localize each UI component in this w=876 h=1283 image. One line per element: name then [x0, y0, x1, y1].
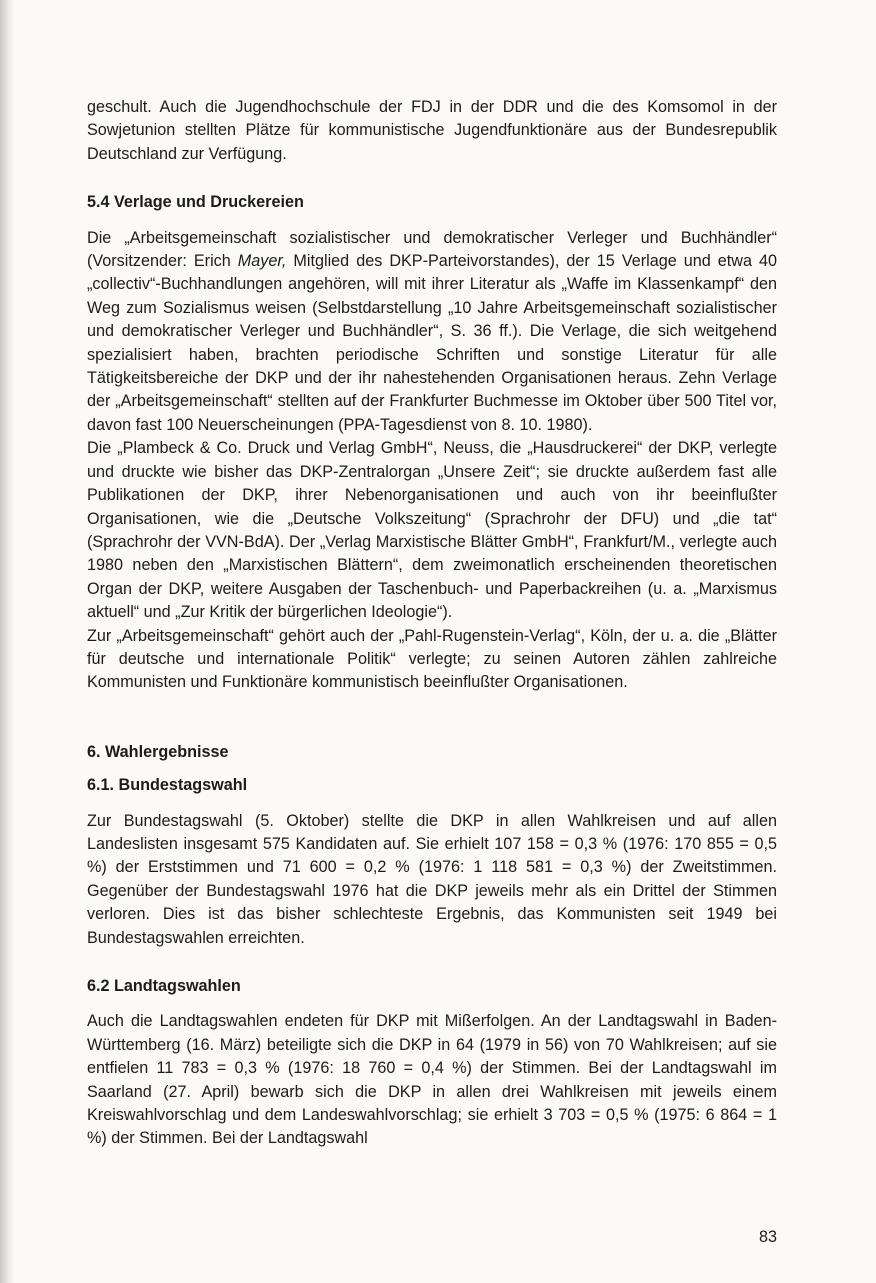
paragraph-text: Mitglied des DKP-Parteivorstandes), der 15 Verlage und etwa 40 „collectiv“-Buchhandlungen angehören, will mit ihrer Literatur als „Waffe im Klassenkampf“ den Weg zum Sozialismus weisen (Selbstdarstellung „10 Jahre Arbeitsgemeinschaft sozialistischer und demokratischer Verleger und Buchhändler“, S. 36 ff.). Die Verlage, die sich weitgehend spezialisiert haben, brachten periodische Schriften und sonstige Literatur für alle Tätigkeitsbereiche der DKP und der ihr nahestehenden Organisationen heraus. Zehn Verlage der „Arbeitsgemeinschaft“ stellten auf der Frankfurter Buchmesse im Oktober über 500 Titel vor, davon fast 100 Neuerscheinungen (PPA-Tagesdienst von 8. 10. 1980). [87, 252, 777, 434]
page-body [87, 96, 777, 1151]
paragraph: Auch die Landtagswahlen endeten für DKP mit Mißerfolgen. An der Landtagswahl in Baden-Württemberg (16. März) beteiligte sich die DKP in 64 (1979 in 56) von 70 Wahlkreisen; auf sie entfielen 11 783 = 0,3 % (1976: 18 760 = 0,4 %) der Stimmen. Bei der Landtagswahl im Saarland (27. April) bewarb sich die DKP in allen drei Wahlkreisen mit jeweils einem Kreiswahlvorschlag und dem Landeswahlvorschlag; sie erhielt 3 703 = 0,5 % (1975: 6 864 = 1 %) der Stimmen. Bei der Landtagswahl [87, 1012, 777, 1148]
intro-paragraph: geschult. Auch die Jugendhochschule der FDJ in der DDR und die des Komsomol in der Sowjetunion stellten Plätze für kommunistische Jugendfunktionäre aus der Bundesrepublik Deutschland zur Verfügung. [87, 98, 777, 163]
paragraph: Zur Bundestagswahl (5. Oktober) stellte die DKP in allen Wahlkreisen und auf allen Landeslisten insgesamt 575 Kandidaten auf. Sie erhielt 107 158 = 0,3 % (1976: 170 855 = 0,5 %) der Erststimmen und 71 600 = 0,2 % (1976: 1 118 581 = 0,3 %) der Zweitstimmen. Gegenüber der Bundestagswahl 1976 hat die DKP jeweils mehr als ein Drittel der Stimmen verloren. Dies ist das bisher schlechteste Ergebnis, das Kommunisten seit 1949 bei Bundestagswahlen erreichten. [87, 811, 777, 947]
paragraph-text: Die „Arbeitsgemeinschaft sozialistischer und demokratischer Verleger und Buchhändler“ (Vorsitzender: Erich [87, 228, 777, 271]
paragraph: Die „Plambeck & Co. Druck und Verlag GmbH“, Neuss, die „Hausdruckerei“ der DKP, verlegte und druckte wie bisher das DKP-Zentralorgan „Unsere Zeit“; sie druckte außerdem fast alle Publikationen der DKP, ihrer Nebenorganisationen und auch von ihr beeinflußter Organisationen, wie die „Deutsche Volkszeitung“ (Sprachrohr der DFU) und „die tat“ (Sprachrohr der VVN-BdA). Der „Verlag Marxistische Blätter GmbH“, Frankfurt/M., verlegte auch 1980 neben den „Marxistischen Blättern“, dem zweimonatlich erscheinenden theoretischen Organ der DKP, weitere Ausgaben der Taschenbuch- und Paperbackreihen (u. a. „Marxismus aktuell“ und „Zur Kritik der bürgerlichen Ideologie“). [87, 439, 777, 622]
page-number: 83 [758, 1228, 777, 1246]
section-heading: 6.2 Landtagswahlen [87, 977, 241, 995]
section-heading: 6.1. Bundestagswahl [87, 776, 248, 795]
chapter-heading: 6. Wahlergebnisse [87, 742, 229, 761]
section-5-4 [87, 191, 777, 695]
book-binding-shadow [0, 0, 14, 1283]
paragraph [87, 227, 777, 438]
section-heading: 5.4 Verlage und Druckereien [87, 193, 304, 212]
section-6 [87, 741, 777, 764]
section-6-2 [87, 975, 777, 1151]
person-name: Mayer, [237, 252, 287, 271]
paragraph: Zur „Arbeitsgemeinschaft“ gehört auch der „Pahl-Rugenstein-Verlag“, Köln, der u. a. die „Blätter für deutsche und internationale Politik“ verlegte; zu seinen Autoren zählen zahlreiche Kommunisten und Funktionäre kommunistisch beeinflußter Organisationen. [87, 626, 777, 692]
section-6-1 [87, 774, 777, 950]
